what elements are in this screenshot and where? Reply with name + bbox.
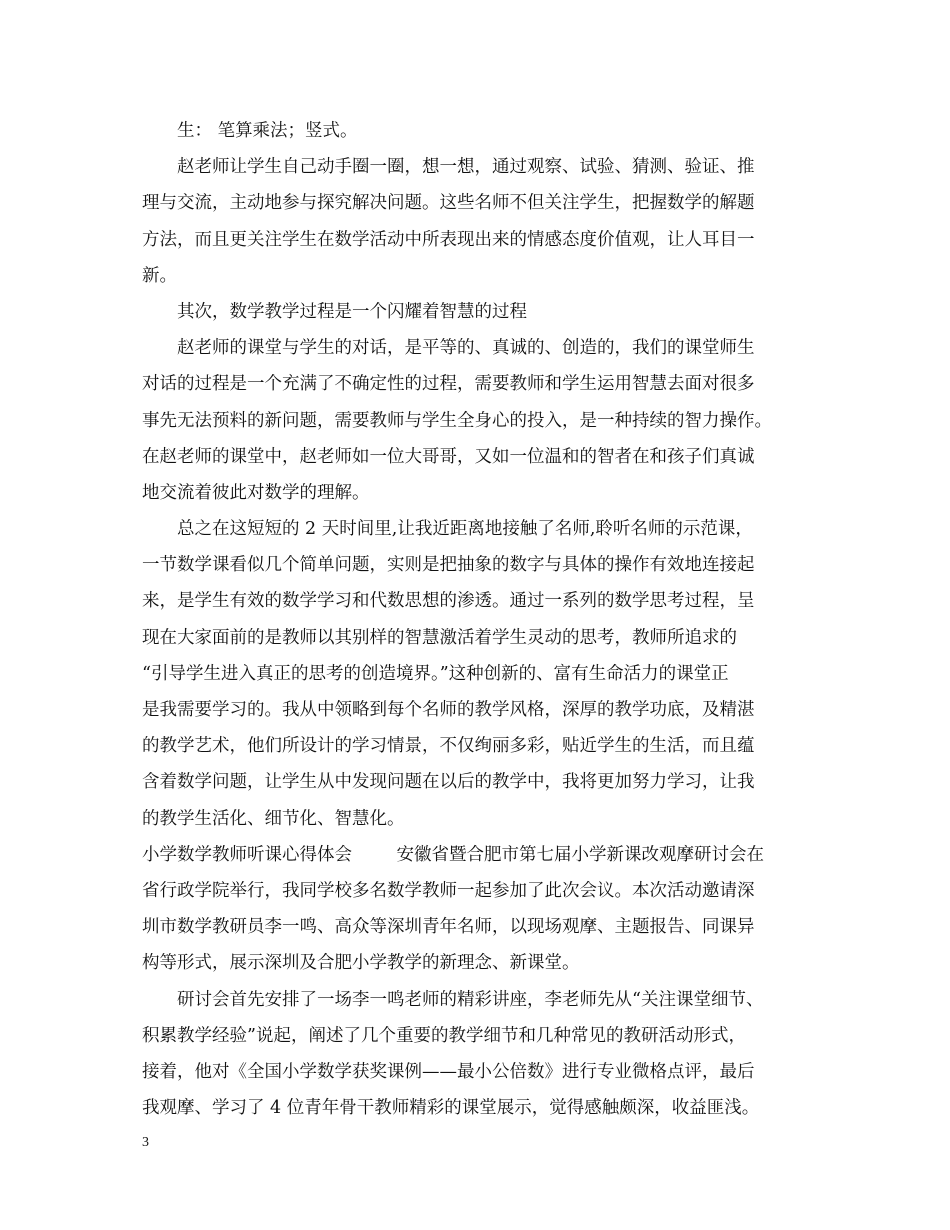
text-line: 是我需要学习的。我从中领略到每个名师的教学风格，深厚的教学功底，及精湛 — [142, 700, 755, 720]
section-heading: 其次，数学教学过程是一个闪耀着智慧的过程 — [177, 301, 527, 322]
text-line: 新。 — [142, 265, 177, 286]
text-line: 接着，他对《全国小学数学获奖课例——最小公倍数》进行专业微格点评，最后 — [142, 1061, 755, 1082]
text-line: 方法，而且更关注学生在数学活动中所表现出来的情感态度价值观，让人耳目一 — [142, 229, 755, 250]
page-number: 3 — [142, 1135, 149, 1150]
text-line: 事先无法预料的新问题，需要教师与学生全身心的投入，是一种持续的智力操作。 — [142, 410, 772, 431]
text-line: 赵老师让学生自己动手圈一圈，想一想，通过观察、试验、猜测、验证、推 — [177, 157, 755, 178]
text-line: 在赵老师的课堂中，赵老师如一位大哥哥，又如一位温和的智者在和孩子们真诚 — [142, 446, 755, 467]
text-line: 总之在这短短的 2 天时间里,让我近距离地接触了名师,聆听名师的示范课， — [177, 519, 753, 540]
text-line: 圳市数学教研员李一鸣、高众等深圳青年名师，以现场观摩、主题报告、同课异 — [142, 917, 755, 938]
text-line: 生： 笔算乘法；竖式。 — [177, 121, 358, 141]
text-line: “引导学生进入真正的思考的创造境界。”这种创新的、富有生命活力的课堂正 — [142, 663, 729, 684]
text-line: 积累教学经验”说起，阐述了几个重要的教学细节和几种常见的教研活动形式， — [142, 1025, 746, 1046]
text-line: 含着数学问题，让学生从中发现问题在以后的教学中，我将更加努力学习，让我 — [142, 772, 755, 793]
text-line: 省行政学院举行，我同学校多名数学教师一起参加了此次会议。本次活动邀请深 — [142, 880, 755, 901]
text-line: 一节数学课看似几个简单问题，实则是把抽象的数字与具体的操作有效地连接起 — [142, 555, 755, 576]
text-line: 现在大家面前的是教师以其别样的智慧激活着学生灵动的思考，教师所追求的 — [142, 627, 737, 648]
text-line: 的教学生活化、细节化、智慧化。 — [142, 808, 405, 829]
text-line: 地交流着彼此对数学的理解。 — [142, 482, 370, 503]
text-line: 我观摩、学习了 4 位青年骨干教师精彩的课堂展示，觉得感触颇深，收益匪浅。 — [142, 1098, 760, 1119]
text-line: 研讨会首先安排了一场李一鸣老师的精彩讲座，李老师先从“关注课堂细节、 — [177, 989, 764, 1010]
body-text — [142, 113, 822, 1126]
text-line: 的教学艺术，他们所设计的学习情景，不仅绚丽多彩，贴近学生的生活，而且蕴 — [142, 736, 755, 757]
text-line: 对话的过程是一个充满了不确定性的过程，需要教师和学生运用智慧去面对很多 — [142, 374, 755, 395]
text-line: 理与交流，主动地参与探究解决问题。这些名师不但关注学生，把握数学的解题 — [142, 193, 755, 214]
text-line: 赵老师的课堂与学生的对话，是平等的、真诚的、创造的，我们的课堂师生 — [177, 338, 755, 359]
text-line: 构等形式，展示深圳及合肥小学教学的新理念、新课堂。 — [142, 953, 580, 974]
article-title-line: 小学数学教师听课心得体会 安徽省暨合肥市第七届小学新课改观摩研讨会在 — [142, 844, 764, 865]
text-line: 来，是学生有效的数学学习和代数思想的渗透。通过一系列的数学思考过程，呈 — [142, 591, 755, 612]
